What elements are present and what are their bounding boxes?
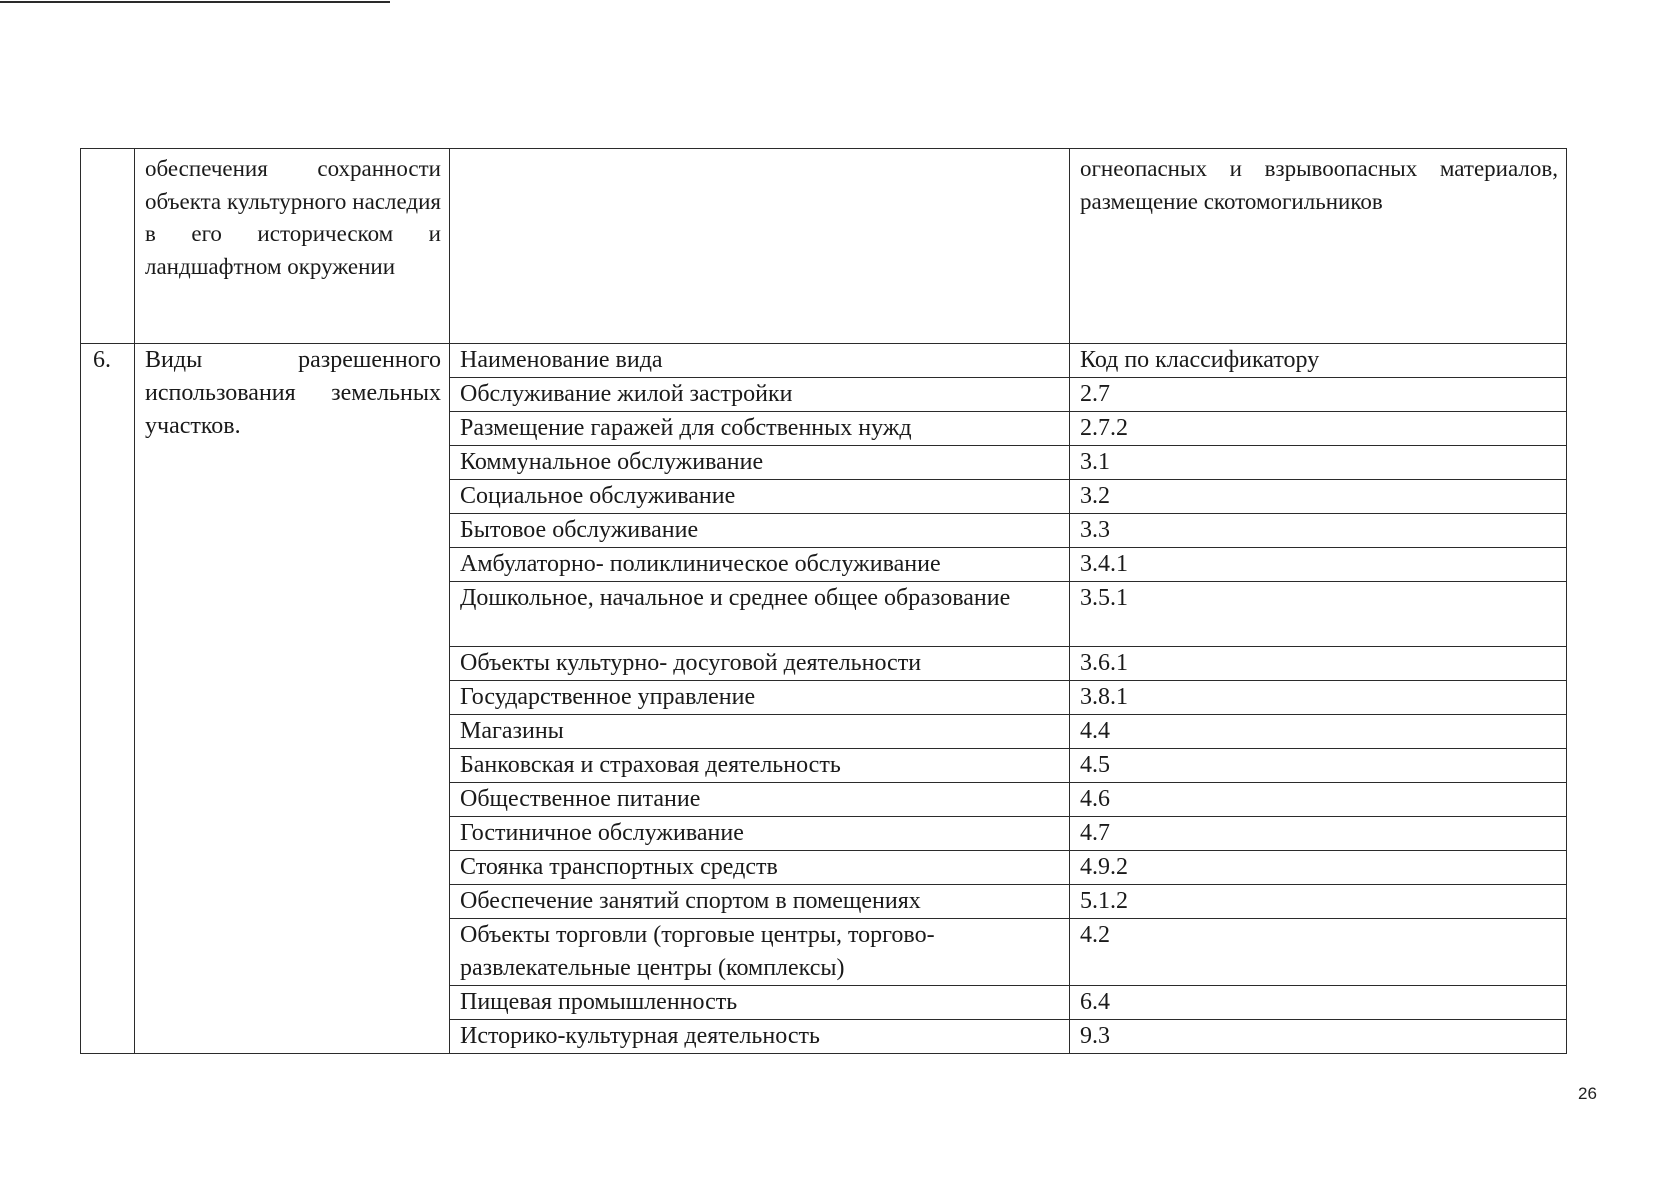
use-type-name: Историко-культурная деятельность: [450, 1020, 1070, 1054]
column-header-name: Наименование вида: [450, 344, 1070, 378]
purpose-cell: обеспечения сохранности объекта культурного наследия в его историческом и ландшафтном окружении: [135, 149, 450, 344]
use-type-code: 4.5: [1070, 749, 1567, 783]
use-type-code: 2.7: [1070, 378, 1567, 412]
use-type-code: 4.9.2: [1070, 851, 1567, 885]
use-type-name: Гостиничное обслуживание: [450, 817, 1070, 851]
number-cell: [81, 149, 135, 344]
table-row-continuation: [81, 149, 1567, 344]
use-type-code: 4.4: [1070, 715, 1567, 749]
use-type-name: Коммунальное обслуживание: [450, 446, 1070, 480]
use-type-code: 4.7: [1070, 817, 1567, 851]
use-type-name: Размещение гаражей для собственных нужд: [450, 412, 1070, 446]
top-rule: [0, 1, 390, 3]
use-type-name: Пищевая промышленность: [450, 986, 1070, 1020]
use-type-name: Стоянка транспортных средств: [450, 851, 1070, 885]
use-type-name: Банковская и страховая деятельность: [450, 749, 1070, 783]
use-type-name: Общественное питание: [450, 783, 1070, 817]
use-type-code: 2.7.2: [1070, 412, 1567, 446]
use-type-name: Магазины: [450, 715, 1070, 749]
empty-cell: [450, 149, 1070, 344]
use-type-name: Объекты культурно- досуговой деятельности: [450, 647, 1070, 681]
use-type-code: 6.4: [1070, 986, 1567, 1020]
use-type-code: 3.8.1: [1070, 681, 1567, 715]
regulations-table: [80, 148, 1567, 1054]
use-type-code: 4.2: [1070, 919, 1567, 986]
use-type-code: 3.5.1: [1070, 582, 1567, 647]
use-type-name: Объекты торговли (торговые центры, торгово-развлекательные центры (комплексы): [450, 919, 1070, 986]
use-type-code: 3.2: [1070, 480, 1567, 514]
use-type-name: Амбулаторно- поликлиническое обслуживание: [450, 548, 1070, 582]
page-number: 26: [1578, 1084, 1597, 1103]
use-type-code: 3.1: [1070, 446, 1567, 480]
use-type-code: 4.6: [1070, 783, 1567, 817]
restriction-cell: огнеопасных и взрывоопасных материалов, размещение скотомогильников: [1070, 149, 1567, 344]
use-type-code: 3.3: [1070, 514, 1567, 548]
column-header-code: Код по классификатору: [1070, 344, 1567, 378]
use-type-name: Обслуживание жилой застройки: [450, 378, 1070, 412]
use-type-name: Обеспечение занятий спортом в помещениях: [450, 885, 1070, 919]
section-title: Виды разрешенного использования земельных участков.: [135, 344, 450, 1054]
section-number: 6.: [81, 344, 135, 1054]
use-type-code: 5.1.2: [1070, 885, 1567, 919]
table-row: [81, 344, 1567, 378]
use-type-code: 3.4.1: [1070, 548, 1567, 582]
use-type-name: Бытовое обслуживание: [450, 514, 1070, 548]
use-type-code: 9.3: [1070, 1020, 1567, 1054]
use-type-code: 3.6.1: [1070, 647, 1567, 681]
use-type-name: Дошкольное, начальное и среднее общее образование: [450, 582, 1070, 647]
use-type-name: Социальное обслуживание: [450, 480, 1070, 514]
use-type-name: Государственное управление: [450, 681, 1070, 715]
